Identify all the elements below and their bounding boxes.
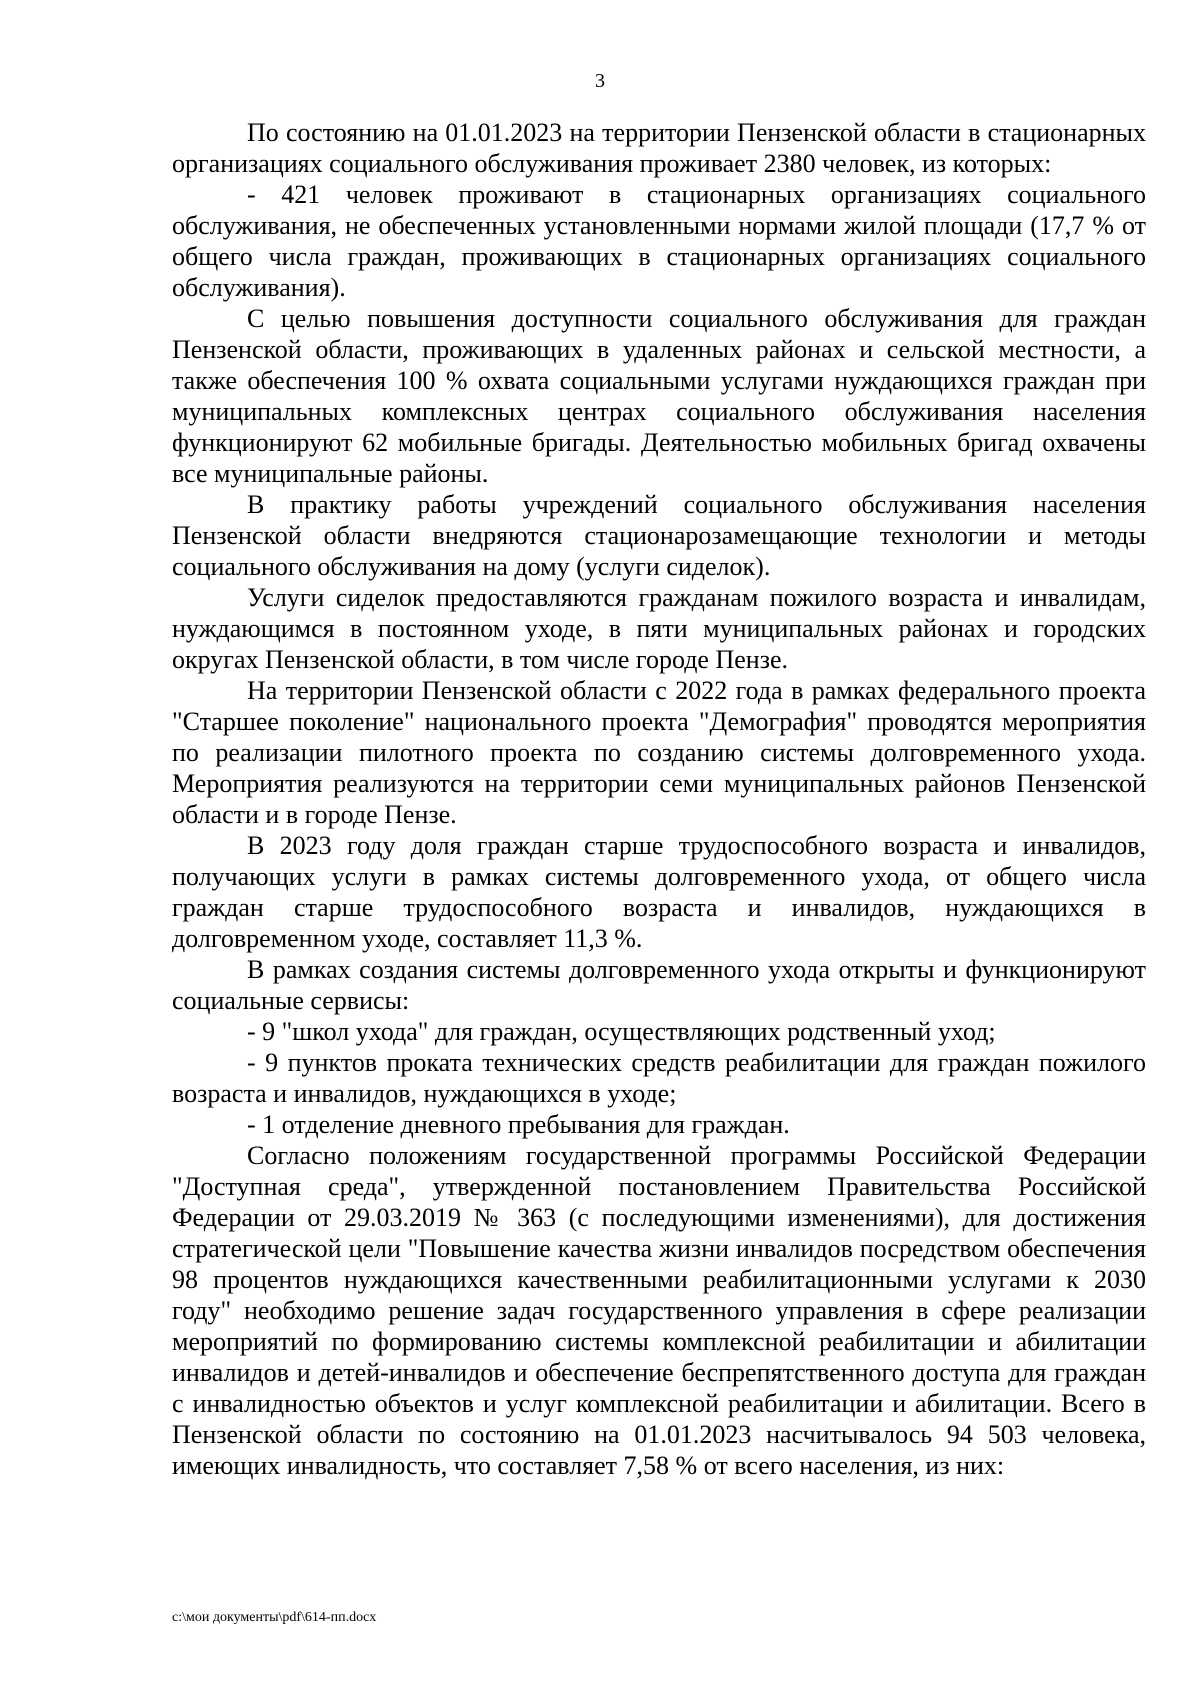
list-item-care-schools: - 9 "школ ухода" для граждан, осуществляющих родственный уход; <box>247 1017 996 1046</box>
file-path-footer: c:\мои документы\pdf\614-пп.docx <box>172 1610 377 1625</box>
paragraph-residents-unprovided: - 421 человек проживают в стационарных организациях социального обслуживания, не обеспеченных установленными нормами жилой площади (17,7 % от общего числа граждан, проживающих в стационарных организациях социального обслуживания). <box>172 180 1146 302</box>
paragraph-home-care-technologies: В практику работы учреждений социального обслуживания населения Пензенской области внедряются стационарозамещающие технологии и методы социального обслуживания на дому (услуги сиделок). <box>172 490 1146 581</box>
paragraph-mobile-brigades: С целью повышения доступности социального обслуживания для граждан Пензенской области, проживающих в удаленных районах и сельской местности, а также обеспечения 100 % охвата социальными услугами нуждающихся граждан при муниципальных комплексных центрах социального обслуживания населения функционируют 62 мобильные бригады. Деятельностью мобильных бригад охвачены все муниципальные районы. <box>172 304 1146 488</box>
paragraph-accessible-environment: Согласно положениям государственной программы Российской Федерации "Доступная среда", утвержденной постановлением Правительства Российской Федерации от 29.03.2019 № 363 (с последующими изменениями), для достижения стратегической цели "Повышение качества жизни инвалидов посредством обеспечения 98 процентов нуждающихся качественными реабилитационными услугами к 2030 году" необходимо решение задач государственного управления в сфере реализации мероприятий по формированию системы комплексной реабилитации и абилитации инвалидов и детей-инвалидов и обеспечение беспрепятственного доступа для граждан с инвалидностью объектов и услуг комплексной реабилитации и абилитации. Всего в Пензенской области по состоянию на 01.01.2023 насчитывалось 94 503 человека, имеющих инвалидность, что составляет 7,58 % от всего населения, из них: <box>172 1141 1146 1480</box>
paragraph-caregiver-services: Услуги сиделок предоставляются гражданам пожилого возраста и инвалидам, нуждающимся в постоянном уходе, в пяти муниципальных районах и городских округах Пензенской области, в том числе городе Пензе. <box>172 583 1146 674</box>
paragraph-long-term-care-share: В 2023 году доля граждан старше трудоспособного возраста и инвалидов, получающих услуги в рамках системы долговременного ухода, от общего числа граждан старше трудоспособного возраста и инвалидов, нуждающихся в долговременном уходе, составляет 11,3 %. <box>172 831 1146 953</box>
document-body <box>172 117 1146 1481</box>
list-item-day-care: - 1 отделение дневного пребывания для граждан. <box>247 1110 790 1139</box>
page-number: 3 <box>595 70 605 92</box>
paragraph-long-term-care-project: На территории Пензенской области с 2022 года в рамках федерального проекта "Старшее поколение" национального проекта "Демография" проводятся мероприятия по реализации пилотного проекта по созданию системы долговременного ухода. Мероприятия реализуются на территории семи муниципальных районов Пензенской области и в городе Пензе. <box>172 676 1146 829</box>
list-item-rental-points: - 9 пунктов проката технических средств реабилитации для граждан пожилого возраста и инвалидов, нуждающихся в уходе; <box>172 1048 1146 1108</box>
paragraph-social-services-intro: В рамках создания системы долговременного ухода открыты и функционируют социальные сервисы: <box>172 955 1146 1015</box>
paragraph-residents-total: По состоянию на 01.01.2023 на территории Пензенской области в стационарных организациях социального обслуживания проживает 2380 человек, из которых: <box>172 118 1146 178</box>
